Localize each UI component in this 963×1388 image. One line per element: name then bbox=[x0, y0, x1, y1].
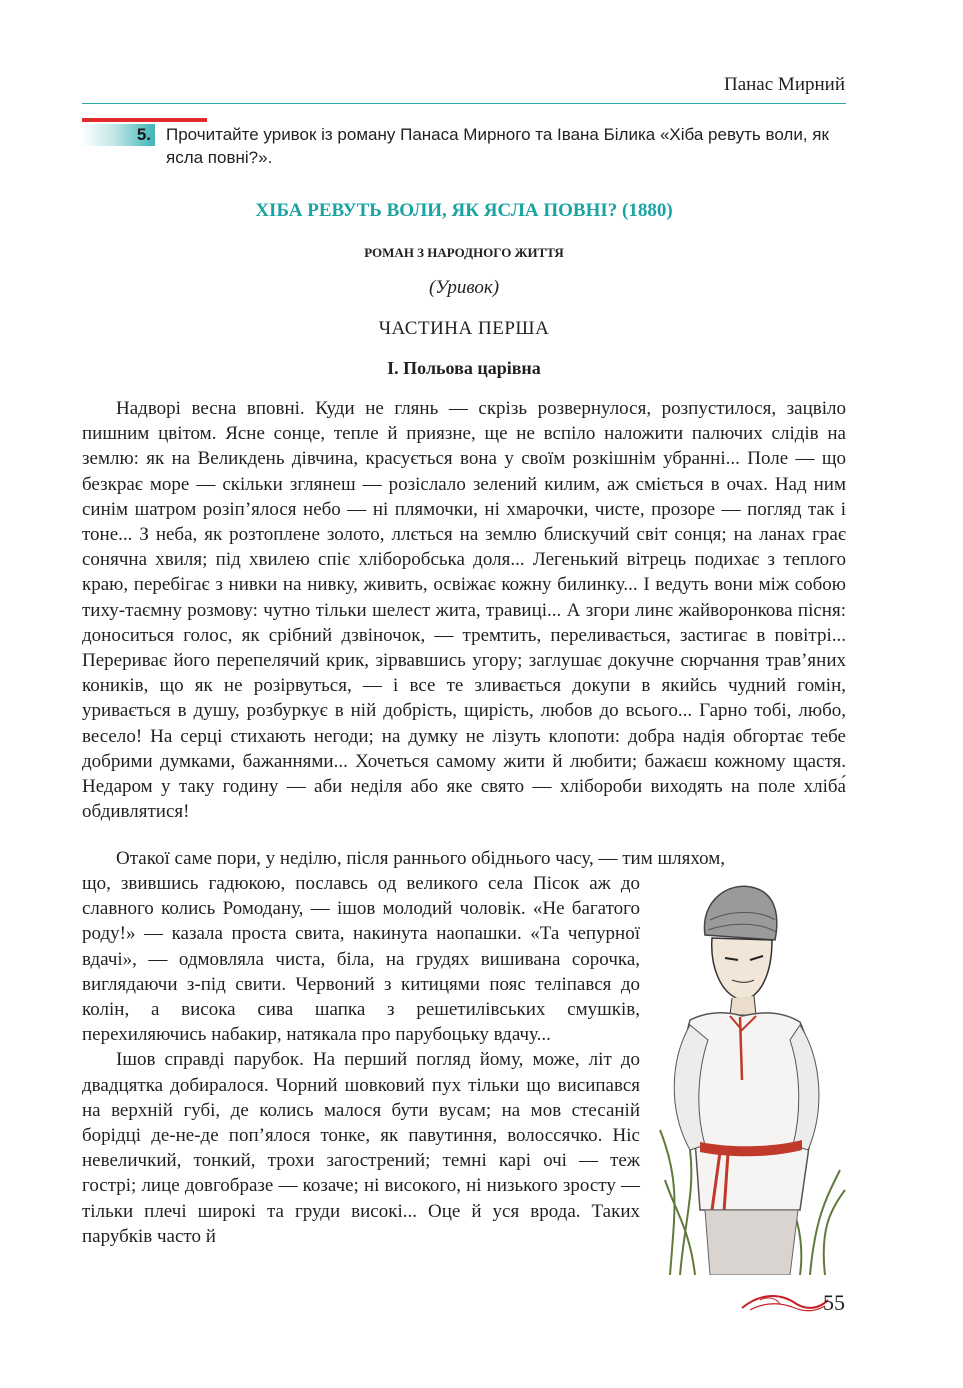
part-heading: ЧАСТИНА ПЕРША bbox=[378, 318, 550, 339]
running-head: Панас Мирний bbox=[723, 74, 845, 95]
flourish-ornament bbox=[740, 1288, 830, 1318]
work-title: ХІБА РЕВУТЬ ВОЛИ, ЯК ЯСЛА ПОВНІ? (1880) bbox=[255, 200, 673, 221]
page-number: 55 bbox=[823, 1290, 845, 1315]
excerpt-label: (Уривок) bbox=[428, 277, 500, 298]
paragraph: Отакої саме пори, у неділю, після раннього обіднього часу, — тим шляхом, bbox=[116, 848, 726, 869]
task-text: Прочитайте уривок із роману Панаса Мирного та Івана Білика «Хіба ревуть воли, як ясла повні?». bbox=[166, 125, 829, 167]
chapter-heading: І. Польова царівна bbox=[387, 358, 541, 378]
paragraph: Ішов справді парубок. На перший погляд йому, може, літ до двадцятка добиралося. Чорний шовковий пух тільки що висипався на верхній губі, де колись малося бути вусам; на мов стесаній борідці де-не-де поп’ялося тонке, як павутиння, волоссячко. Ніс невеличкий, тонкий, трохи загострений; темні карі очі — теж гострі; лице довгобразе — козаче; ні високого, ні низького зросту — тільки плечі широкі та груди високі... Оце й уся врода. Таких парубків часто й bbox=[82, 1049, 640, 1247]
header-rule bbox=[82, 103, 846, 104]
body-text-full bbox=[82, 396, 846, 824]
paragraph: що, звившись гадюкою, пославсь од великого села Пісок аж до славного колись Ромодану, — ішов молодий чоловік. «Не багатого роду!» — казала проста свита, накинута наопашки. «Та чепурної вдачі», — одмовляла чиста, біла, на грудях вишивана сорочка, виглядаючи з-під свити. Червоний з китицями пояс теліпався до колін, а висока сива шапка з решетилівських смушків, перехиляючись набакир, натякала про парубоцьку вдачу... bbox=[82, 873, 640, 1046]
task-red-bar bbox=[82, 118, 207, 122]
body-text-narrow bbox=[82, 871, 640, 1249]
task-number-badge bbox=[82, 124, 155, 146]
paragraph: Надворі весна вповні. Куди не глянь — скрізь розвернулося, розпустилося, зацвіло пишним цвітом. Ясне сонце, тепле й приязне, ще не вспіло наложити палючих слідів на землю: як на Великдень дівчина, красується вона у своїм розкішнім убранні... Поле — що безкрає море — скільки зглянеш — розіслало зелений килим, аж сміється в очах. Над ним синім шатром розіп’ялося небо — ні плямочки, ні хмарочки, чисте, прозоре — погляд так і тоне... З неба, як розтоплене золото, ллється на землю блискучий світ сонця; на ланах грає сонячна хвиля; під хвилею спіє хліборобська доля... Легенький вітрець подихає з теплого краю, перебігає з нивки на нивку, живить, освіжає кожну билинку... І ведуть вони між собою тиху-таємну розмову: чутно тільки шелест жита, травиці... А згори линє жайворонкова пісня: доноситься голос, як срібний дзвіночок, — тремтить, переливається, застигає в повітрі... Перериває його перепелячий крик, зірвавшись угору; заглушає докучне сюрчання трав’яних коників, що як не розірвуться, — і все те зливається докупи в якийсь чудний гомін, уривається в душу, розбуркує в ній добрість, щирість, любов до всього... Гарно тобі, любо, весело! На серці стихають негоди; на думку не лізуть клопоти: добра надія обгортає тебе добрими думками, бажаннями... Хочеться самому жити й любити; бажаєш кожному щастя. Недаром у таку годину — аби неділя або яке свято — хлібороби виходять на поле хліба́ обдивлятися! bbox=[82, 398, 846, 823]
task-number: 5. bbox=[136, 125, 151, 144]
illustration-young-man bbox=[650, 880, 850, 1275]
work-subtitle: РОМАН З НАРОДНОГО ЖИТТЯ bbox=[364, 245, 564, 260]
body-text-lead bbox=[82, 846, 846, 871]
